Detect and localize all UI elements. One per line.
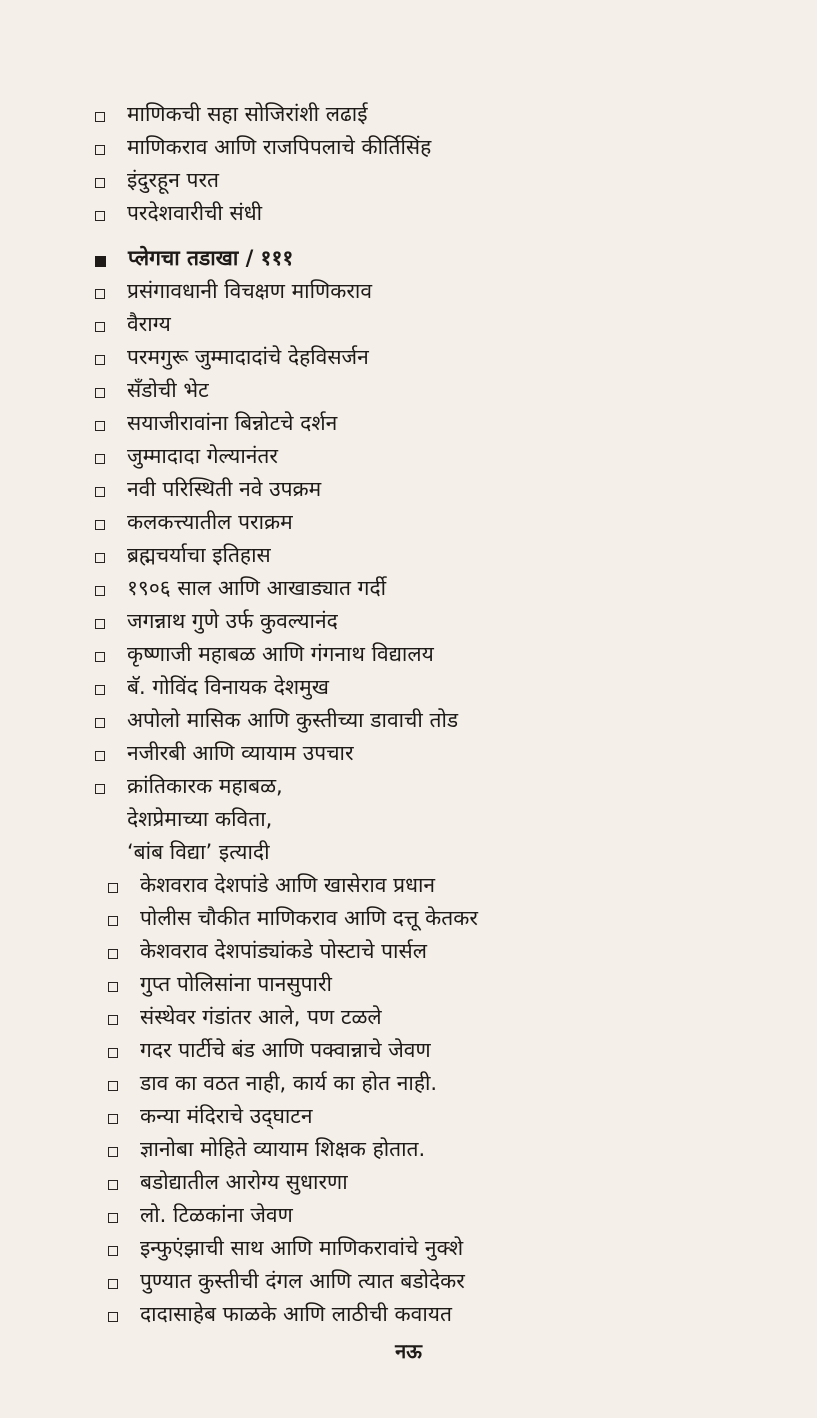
list-item	[95, 506, 795, 539]
item-label: बडोद्यातील आरोग्य सुधारणा	[140, 1170, 348, 1194]
item-line: क्रांतिकारक महाबळ,	[127, 774, 283, 798]
list-item	[95, 473, 795, 506]
list-item	[95, 935, 795, 968]
item-label: पुण्यात कुस्तीची दंगल आणि त्यात बडोदेकर	[140, 1269, 465, 1293]
item-label: संस्थेवर गंडांतर आले, पण टळले	[140, 1005, 382, 1029]
checkbox-icon	[95, 388, 105, 398]
item-label: जगन्नाथ गुणे उर्फ कुवल्यानंद	[127, 609, 338, 633]
page-number: नऊ	[395, 1339, 422, 1363]
checkbox-icon	[95, 178, 105, 188]
item-label: परदेशवारीची संधी	[127, 201, 263, 225]
item-label: ज्ञानोबा मोहिते व्यायाम शिक्षक होतात.	[140, 1137, 426, 1161]
checkbox-icon	[95, 289, 105, 299]
item-label: अपोलो मासिक आणि कुस्तीच्या डावाची तोड	[127, 708, 459, 732]
checkbox-icon	[95, 211, 105, 221]
item-label: वैराग्य	[127, 312, 171, 336]
item-line: ‘बांब विद्या’ इत्यादी	[127, 840, 270, 864]
list-item	[95, 131, 795, 164]
checkbox-icon	[108, 1246, 118, 1256]
checkbox-icon	[108, 1081, 118, 1091]
checkbox-icon	[95, 553, 105, 563]
list-item	[95, 1265, 795, 1298]
list-item	[95, 1133, 795, 1166]
checkbox-icon	[95, 487, 105, 497]
list-item	[95, 1199, 795, 1232]
item-label: माणिकराव आणि राजपिपलाचे कीर्तिसिंह	[127, 135, 432, 159]
list-item	[95, 98, 795, 131]
section-heading	[95, 242, 795, 275]
list-item	[95, 197, 795, 230]
checkbox-icon	[108, 1180, 118, 1190]
checkbox-icon	[95, 322, 105, 332]
item-label-multiline	[127, 770, 283, 869]
checkbox-icon	[108, 916, 118, 926]
checkbox-icon	[108, 1114, 118, 1124]
item-label: कलकत्त्यातील पराक्रम	[127, 510, 293, 534]
filled-square-bullet-icon	[95, 256, 106, 267]
item-label: माणिकची सहा सोजिरांशी लढाई	[127, 102, 368, 126]
list-item	[95, 671, 795, 704]
checkbox-icon	[108, 1279, 118, 1289]
checkbox-icon	[95, 454, 105, 464]
item-label: डाव का वठत नाही, कार्य का होत नाही.	[140, 1071, 438, 1095]
item-label: लो. टिळकांना जेवण	[140, 1203, 293, 1227]
list-item	[95, 407, 795, 440]
item-label: जुम्मादादा गेल्यानंतर	[127, 444, 278, 468]
checkbox-icon	[108, 982, 118, 992]
item-label: पोलीस चौकीत माणिकराव आणि दत्तू केतकर	[140, 906, 478, 930]
checkbox-icon	[95, 112, 105, 122]
list-item	[95, 902, 795, 935]
checkbox-icon	[108, 1015, 118, 1025]
item-label: कन्या मंदिराचे उद्‌घाटन	[140, 1104, 313, 1128]
checkbox-icon	[95, 355, 105, 365]
item-label: १९०६ साल आणि आखाड्यात गर्दी	[127, 576, 387, 600]
list-item	[95, 1034, 795, 1067]
contents-list	[95, 98, 795, 1331]
checkbox-icon	[95, 145, 105, 155]
checkbox-icon	[108, 1312, 118, 1322]
item-line: देशप्रेमाच्या कविता,	[127, 807, 273, 831]
item-label: सयाजीरावांना बिन्नोटचे दर्शन	[127, 411, 338, 435]
list-item	[95, 1298, 795, 1331]
checkbox-icon	[108, 1213, 118, 1223]
list-item	[95, 737, 795, 770]
checkbox-icon	[95, 421, 105, 431]
checkbox-icon	[95, 520, 105, 530]
list-item	[95, 869, 795, 902]
list-item	[95, 1166, 795, 1199]
list-item-multiline	[95, 770, 795, 869]
item-label: इन्फुएंझाची साथ आणि माणिकरावांचे नुक्शे	[140, 1236, 464, 1260]
item-label: दादासाहेब फाळके आणि लाठीची कवायत	[140, 1302, 452, 1326]
checkbox-icon	[95, 652, 105, 662]
checkbox-icon	[95, 586, 105, 596]
item-label: बॅ. गोविंद विनायक देशमुख	[127, 675, 329, 699]
list-item	[95, 374, 795, 407]
list-item	[95, 1232, 795, 1265]
checkbox-icon	[108, 883, 118, 893]
list-item	[95, 275, 795, 308]
list-item	[95, 1067, 795, 1100]
checkbox-icon	[95, 619, 105, 629]
item-label: नवी परिस्थिती नवे उपक्रम	[127, 477, 322, 501]
item-label: प्रसंगावधानी विचक्षण माणिकराव	[127, 279, 373, 303]
item-label: नजीरबी आणि व्यायाम उपचार	[127, 741, 354, 765]
checkbox-icon	[108, 1048, 118, 1058]
item-label: कृष्णाजी महाबळ आणि गंगनाथ विद्यालय	[127, 642, 434, 666]
item-label: गुप्त पोलिसांना पानसुपारी	[140, 972, 332, 996]
checkbox-icon	[95, 784, 105, 794]
list-item	[95, 341, 795, 374]
list-item	[95, 638, 795, 671]
item-label: ब्रह्मचर्याचा इतिहास	[127, 543, 271, 567]
section-title: प्लेगचा तडाखा / १११	[128, 246, 294, 270]
list-item	[95, 440, 795, 473]
checkbox-icon	[95, 751, 105, 761]
checkbox-icon	[95, 718, 105, 728]
list-item	[95, 704, 795, 737]
item-label: गदर पार्टीचे बंड आणि पक्वान्नाचे जेवण	[140, 1038, 431, 1062]
list-item	[95, 1001, 795, 1034]
item-label: केशवराव देशपांड्यांकडे पोस्टाचे पार्सल	[140, 939, 427, 963]
list-item	[95, 539, 795, 572]
checkbox-icon	[108, 1147, 118, 1157]
list-item	[95, 605, 795, 638]
checkbox-icon	[108, 949, 118, 959]
checkbox-icon	[95, 685, 105, 695]
list-item	[95, 164, 795, 197]
list-item	[95, 572, 795, 605]
list-item	[95, 308, 795, 341]
item-label: सँडोची भेट	[127, 378, 209, 402]
item-label: परमगुरू जुम्मादादांचे देहविसर्जन	[127, 345, 369, 369]
list-item	[95, 968, 795, 1001]
item-label: केशवराव देशपांडे आणि खासेराव प्रधान	[140, 873, 436, 897]
item-label: इंदुरहून परत	[127, 168, 220, 192]
list-item	[95, 1100, 795, 1133]
